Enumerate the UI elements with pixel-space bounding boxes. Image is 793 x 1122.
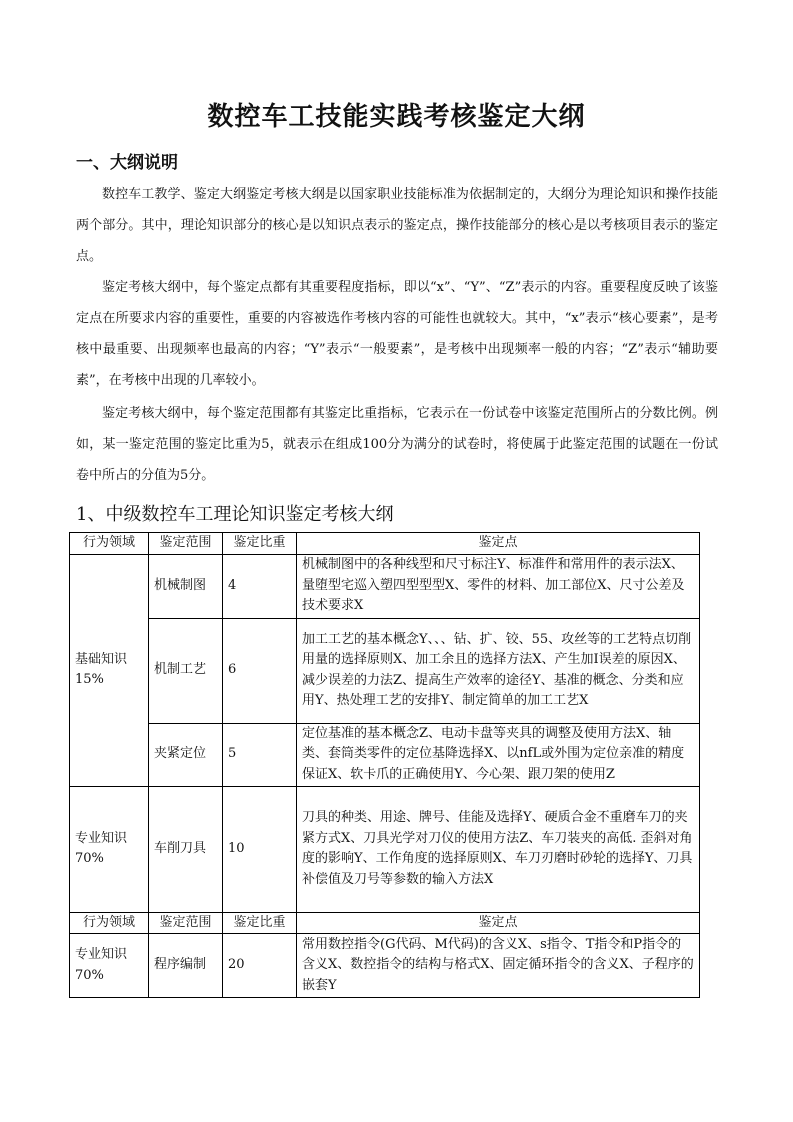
points-cell: 刀具的种类、用途、牌号、佳能及选择Y、硬质合金不重磨车刀的夹紧方式X、刀具光学对刀仪的使用方法Z、车刀装夹的高低. 歪斜对角度的影响Y、工作角度的选择原则X、车刀刃磨时砂轮的选择Y、刀具补偿值及刀号等参数的输入方法X bbox=[297, 786, 700, 912]
table-header-row bbox=[70, 533, 700, 555]
range-cell: 夹紧定位 bbox=[149, 723, 223, 786]
document-title: 数控车工技能实践考核鉴定大纲 bbox=[207, 102, 586, 132]
table-row bbox=[70, 723, 700, 786]
table-header-cell: 鉴定范围 bbox=[149, 533, 223, 555]
range-cell: 机械制图 bbox=[149, 554, 223, 618]
table-header-cell: 行为领域 bbox=[70, 912, 149, 934]
table-header-row bbox=[70, 912, 700, 934]
weight-cell: 10 bbox=[223, 786, 297, 912]
range-cell: 车削刀具 bbox=[149, 786, 223, 912]
table-header-cell: 鉴定点 bbox=[297, 912, 700, 934]
section-heading-theory-outline: 1、中级数控车工理论知识鉴定考核大纲 bbox=[76, 504, 394, 525]
section-heading-outline-notes: 一、大纲说明 bbox=[76, 153, 178, 173]
outline-table bbox=[69, 532, 700, 998]
table-row bbox=[70, 934, 700, 998]
points-cell: 机械制图中的各种线型和尺寸标注Y、标准件和常用件的表示法X、量堕型宅巡入塑四型型型X、零件的材料、加工部位X、尺寸公差及技术要求X bbox=[297, 554, 700, 618]
weight-cell: 6 bbox=[223, 618, 297, 723]
points-cell: 加工工艺的基本概念Y、、、钻、扩、铰、55、攻丝等的工艺特点切削用量的选择原则X、加工余且的选择方法X、产生加I误差的原因X、减少误差的力法Z、提高生产效率的途径Y、基准的概念、分类和应用Y、热处理工艺的安排Y、制定简单的加工工艺X bbox=[297, 618, 700, 723]
table-header-cell: 鉴定点 bbox=[297, 533, 700, 555]
range-cell: 程序编制 bbox=[149, 934, 223, 998]
table-row bbox=[70, 786, 700, 912]
domain-cell: 专业知识70% bbox=[70, 934, 149, 998]
weight-cell: 4 bbox=[223, 554, 297, 618]
weight-cell: 5 bbox=[223, 723, 297, 786]
domain-cell: 基础知识15% bbox=[70, 554, 149, 786]
paragraph-intro: 数控车工教学、鉴定大纲鉴定考核大纲是以国家职业技能标准为依据制定的，大纲分为理论知识和操作技能两个部分。其中，理论知识部分的核心是以知识点表示的鉴定点，操作技能部分的核心是以考核项目表示的鉴定点。 bbox=[76, 187, 718, 264]
table-header-cell: 鉴定比重 bbox=[223, 912, 297, 934]
points-cell: 定位基准的基本概念Z、电动卡盘等夹具的调整及使用方法X、轴类、套筒类零件的定位基降选择X、以nfL或外围为定位亲准的精度保证X、软卡爪的正确使用Y、今心架、跟刀架的使用Z bbox=[297, 723, 700, 786]
paragraph-weight: 鉴定考核大纲中，每个鉴定范围都有其鉴定比重指标，它表示在一份试卷中该鉴定范围所占的分数比例。例如，某一鉴定范围的鉴定比重为5，就表示在组成100分为满分的试卷时，将使属于此鉴定范围的试题在一份试卷中所占的分值为5分。 bbox=[76, 406, 718, 483]
weight-cell: 20 bbox=[223, 934, 297, 998]
table-header-cell: 鉴定比重 bbox=[223, 533, 297, 555]
domain-cell: 专业知识70% bbox=[70, 786, 149, 912]
range-cell: 机制工艺 bbox=[149, 618, 223, 723]
table-row bbox=[70, 554, 700, 618]
table-row bbox=[70, 618, 700, 723]
table-header-cell: 鉴定范围 bbox=[149, 912, 223, 934]
points-cell: 常用数控指令(G代码、M代码)的含义X、s指令、T指令和P指令的含义X、数控指令的结构与格式X、固定循环指令的含义X、子程序的嵌套Y bbox=[297, 934, 700, 998]
table-header-cell: 行为领域 bbox=[70, 533, 149, 555]
paragraph-importance: 鉴定考核大纲中，每个鉴定点都有其重要程度指标，即以“x”、“Y”、“Z”表示的内容。重要程度反映了该鉴定点在所要求内容的重要性，重要的内容被选作考核内容的可能性也就较大。其中，“x”表示“核心要素”，是考核中最重要、出现频率也最高的内容；“Y”表示“一般要素”，是考核中出现频率一般的内容；“Z”表示“辅助要素”，在考核中出现的几率较小。 bbox=[76, 280, 718, 388]
